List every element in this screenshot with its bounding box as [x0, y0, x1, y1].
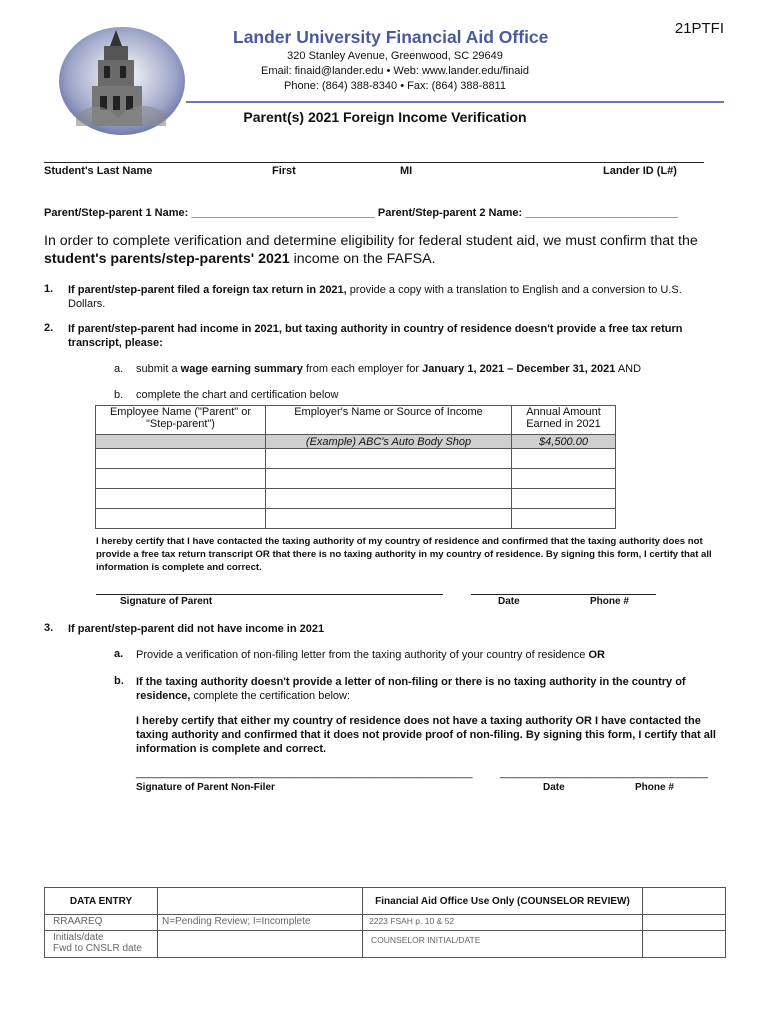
- example-row: [96, 435, 616, 449]
- item1-number: 1.: [44, 283, 54, 295]
- office-phone-fax: Phone: (864) 388-8340 • Fax: (864) 388-8811: [284, 80, 506, 92]
- amount-cell[interactable]: [512, 449, 616, 469]
- item2-text: If parent/step-parent had income in 2021, but taxing authority in country of residence doesn't provide a free tax return transcript, please:: [68, 323, 683, 349]
- date-phone-line[interactable]: [471, 594, 656, 595]
- employer-cell[interactable]: [266, 449, 512, 469]
- employer-cell[interactable]: [266, 469, 512, 489]
- item3a-letter: a.: [114, 648, 124, 660]
- fsah-reference: 2223 FSAH p. 10 & 52: [363, 915, 643, 931]
- item2a-b1: wage earning summary: [180, 363, 303, 375]
- signature-of-parent-label: Signature of Parent: [120, 596, 213, 607]
- item1-text: [68, 283, 718, 311]
- form-title: Parent(s) 2021 Foreign Income Verification: [243, 109, 527, 125]
- data-entry-header: DATA ENTRY: [45, 888, 158, 915]
- example-amount-cell: $4,500.00: [512, 435, 616, 449]
- office-address: 320 Stanley Avenue, Greenwood, SC 29649: [287, 50, 503, 62]
- counselor-initial-label: COUNSELOR INITIAL/DATE: [363, 931, 643, 958]
- office-email-web: Email: finaid@lander.edu • Web: www.lander.edu/finaid: [261, 65, 529, 77]
- col-employee-name-header: Employee Name ("Parent" or "Step-parent"): [96, 406, 266, 435]
- rraareq-label: RRAAREQ: [45, 915, 158, 931]
- pending-legend: N=Pending Review; I=Incomplete: [158, 915, 363, 931]
- example-employee-cell: [96, 435, 266, 449]
- item3-number: 3.: [44, 622, 54, 634]
- parent-names-row: [44, 207, 678, 219]
- initials-value-cell[interactable]: [158, 931, 363, 958]
- parent1-name-field[interactable]: ______________________________: [191, 207, 375, 219]
- item3a-t: Provide a verification of non-filing letter from the taxing authority of your country of residence: [136, 649, 589, 661]
- item1-rest: provide a copy with a translation to English and a conversion to U.S. Dollars.: [68, 284, 682, 310]
- item2a-t1: submit a: [136, 363, 181, 375]
- initials-date-label: Initials/date: [53, 932, 104, 943]
- item3b-bold: If the taxing authority doesn't provide a letter of non-filing or there is no taxing authority in the country of residence,: [136, 676, 686, 702]
- header-divider: [186, 101, 724, 103]
- form-code: 21PTFI: [674, 20, 724, 37]
- parent2-label: Parent/Step-parent 2 Name:: [377, 207, 523, 219]
- item3-text: If parent/step-parent did not have income in 2021: [68, 623, 325, 635]
- item3b-letter: b.: [114, 675, 124, 687]
- intro-bold: student's parents/step-parents' 2021: [44, 251, 290, 267]
- example-employer-cell: (Example) ABC's Auto Body Shop: [266, 435, 512, 449]
- date-label: Date: [498, 596, 520, 607]
- item3b-text: [136, 675, 716, 703]
- intro-text-end: income on the FAFSA.: [289, 251, 436, 267]
- lander-id-label: Lander ID (L#): [603, 165, 677, 177]
- parent-signature-line[interactable]: [96, 594, 443, 595]
- table-row[interactable]: [96, 449, 616, 469]
- intro-paragraph: [44, 232, 724, 268]
- intro-text: In order to complete verification and determine eligibility for federal student aid, we must confirm that the: [44, 233, 698, 249]
- item3a-b: OR: [588, 649, 605, 661]
- item2a-t2: from each employer for: [302, 363, 423, 375]
- amount-cell[interactable]: [512, 469, 616, 489]
- parent2-name-field[interactable]: _________________________: [525, 207, 679, 219]
- item2a-letter: a.: [114, 363, 124, 375]
- fwd-cnslr-label: Fwd to CNSLR date: [53, 943, 142, 954]
- item3a-text: [136, 648, 605, 662]
- rraareq-value-cell[interactable]: [643, 915, 726, 931]
- counselor-initial-cell[interactable]: [643, 931, 726, 958]
- non-filer-certification-text: I hereby certify that either my country of residence does not have a taxing authority OR I have contacted the taxing authority and confirmed that it does not provide proof of non-filing. By signing this form, I certify that all information is complete and correct.: [136, 715, 716, 755]
- col-employer-header: Employer's Name or Source of Income: [266, 406, 512, 435]
- table-row[interactable]: [96, 509, 616, 529]
- item1-bold: If parent/step-parent filed a foreign tax return in 2021,: [68, 284, 347, 296]
- item2a-text: [136, 362, 641, 376]
- non-filer-date-label: Date: [543, 782, 565, 793]
- initials-fwd-cell: [45, 931, 158, 958]
- student-mi-label: MI: [400, 165, 413, 177]
- employee-cell[interactable]: [96, 509, 266, 529]
- item2-number: 2.: [44, 322, 54, 334]
- amount-cell[interactable]: [512, 489, 616, 509]
- employee-cell[interactable]: [96, 489, 266, 509]
- student-last-name-label: Student's Last Name: [44, 165, 153, 177]
- income-chart: [95, 405, 616, 529]
- item3b-rest: complete the certification below:: [190, 690, 351, 702]
- item2b-text: complete the chart and certification below: [136, 389, 339, 401]
- parent1-label: Parent/Step-parent 1 Name:: [44, 207, 189, 219]
- office-use-header: Financial Aid Office Use Only (COUNSELOR REVIEW): [363, 888, 643, 915]
- item2b-letter: b.: [114, 389, 124, 401]
- employee-cell[interactable]: [96, 449, 266, 469]
- employer-cell[interactable]: [266, 509, 512, 529]
- phone-label: Phone #: [590, 596, 629, 607]
- office-use-blank: [643, 888, 726, 915]
- certification-text: I hereby certify that I have contacted the taxing authority of my country of residence and confirmed that the taxing authority does not provide a free tax return transcript OR that there is no taxing authority in my country of residence. By signing this form, I certify that all information is complete and correct.: [96, 536, 712, 573]
- office-title: Lander University Financial Aid Office: [233, 27, 549, 47]
- amount-cell[interactable]: [512, 509, 616, 529]
- non-filer-signature-line[interactable]: _______________________________________________________: [136, 767, 473, 779]
- col-amount-header: Annual Amount Earned in 2021: [512, 406, 616, 435]
- non-filer-phone-label: Phone #: [635, 782, 674, 793]
- student-first-label: First: [272, 165, 296, 177]
- item2a-t3: AND: [615, 363, 642, 375]
- signature-non-filer-label: Signature of Parent Non-Filer: [136, 782, 275, 793]
- non-filer-date-phone-line[interactable]: __________________________________: [500, 767, 709, 779]
- office-use-table: [44, 887, 726, 958]
- employee-cell[interactable]: [96, 469, 266, 489]
- student-name-line[interactable]: [44, 162, 704, 163]
- data-entry-blank: [158, 888, 363, 915]
- table-row[interactable]: [96, 469, 616, 489]
- item2a-b2: January 1, 2021 – December 31, 2021: [422, 363, 616, 375]
- employer-cell[interactable]: [266, 489, 512, 509]
- table-row[interactable]: [96, 489, 616, 509]
